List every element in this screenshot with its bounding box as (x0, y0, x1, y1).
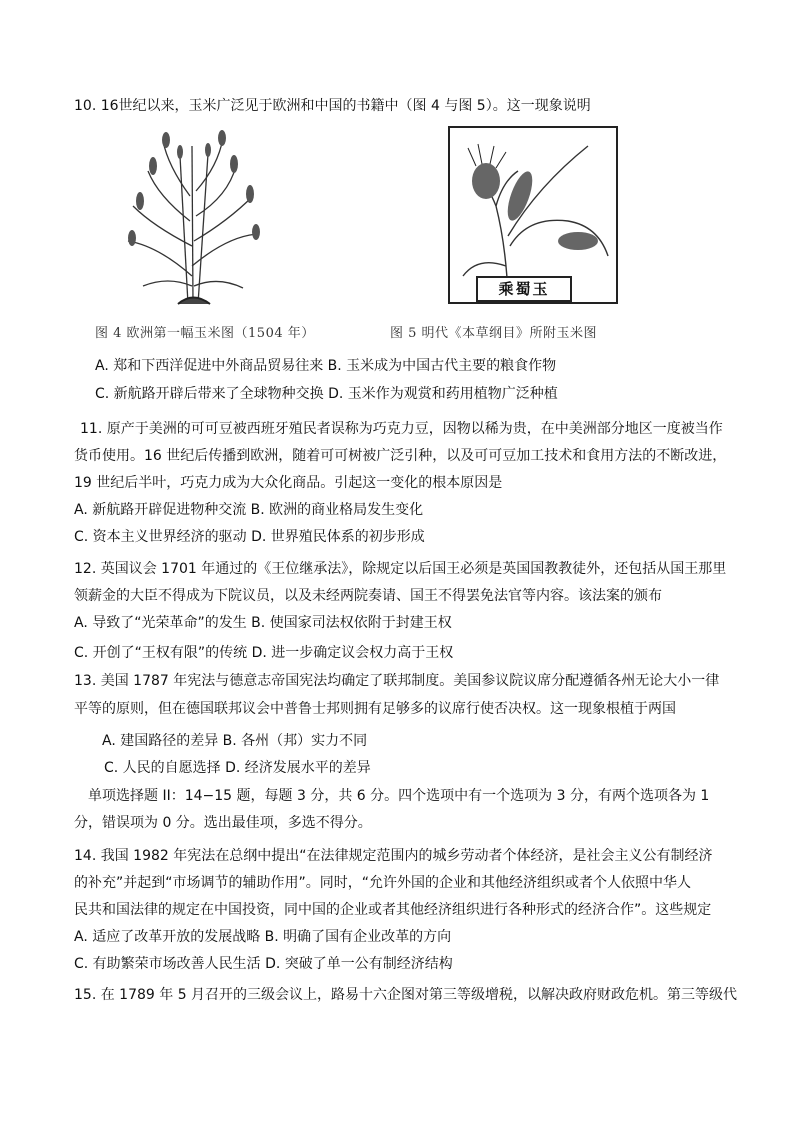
section-ii-instructions-line1: 单项选择题 II：14−15 题，每题 3 分，共 6 分。四个选项中有一个选项为 3 分，有两个选项各为 1 (88, 788, 710, 804)
q14-options-ab: A. 适应了改革开放的发展战略 B. 明确了国有企业改革的方向 (74, 929, 452, 945)
q14-stem-line2: 的补充”并起到“市场调节的辅助作用”。同时，“允许外国的企业和其他经济组织或者个人依照中华人 (74, 875, 692, 891)
q15-stem-line1: 15. 在 1789 年 5 月召开的三级会议上，路易十六企图对第三等级增税，以解决政府财政危机。第三等级代 (74, 987, 738, 1003)
q14-options-cd: C. 有助繁荣市场改善人民生活 D. 突破了单一公有制经济结构 (74, 956, 453, 972)
q12-stem-line1: 12. 英国议会 1701 年通过的《王位继承法》，除规定以后国王必须是英国国教教徒外，还包括从国王那里 (74, 561, 727, 577)
q10-options-cd: C. 新航路开辟后带来了全球物种交换 D. 玉米作为观赏和药用植物广泛种植 (95, 386, 558, 402)
figure-4-caption: 图 4 欧洲第一幅玉米图（1504 年） (95, 326, 315, 341)
q14-stem-line3: 民共和国法律的规定在中国投资，同中国的企业或者其他经济组织进行各种形式的经济合作”。这些规定 (74, 902, 712, 918)
q14-stem-line1: 14. 我国 1982 年宪法在总纲中提出“在法律规定范围内的城乡劳动者个体经济，是社会主义公有制经济 (74, 848, 713, 864)
figure-4-maize-illustration (118, 126, 268, 306)
q13-options-ab: A. 建国路径的差异 B. 各州（邦）实力不同 (102, 733, 368, 749)
section-ii-instructions-line2: 分，错误项为 0 分。选出最佳项，多选不得分。 (74, 815, 372, 831)
q11-stem-line3: 19 世纪后半叶，巧克力成为大众化商品。引起这一变化的根本原因是 (74, 475, 503, 491)
figure-5-caption: 图 5 明代《本草纲目》所附玉米图 (390, 326, 598, 341)
q12-options-ab: A. 导致了“光荣革命”的发生 B. 使国家司法权依附于封建王权 (74, 615, 452, 631)
q13-stem-line1: 13. 美国 1787 年宪法与德意志帝国宪法均确定了联邦制度。美国参议院议席分配遵循各州无论大小一律 (74, 673, 720, 689)
q12-options-cd: C. 开创了“王权有限”的传统 D. 进一步确定议会权力高于王权 (74, 645, 454, 661)
q10-stem: 10. 16世纪以来，玉米广泛见于欧洲和中国的书籍中（图 4 与图 5）。这一现象说明 (74, 98, 591, 114)
figure-5-title-stamp: 乘蜀玉 (476, 276, 572, 302)
q11-stem-line2: 货币使用。16 世纪后传播到欧洲，随着可可树被广泛引种，以及可可豆加工技术和食用方法的不断改进， (74, 448, 727, 464)
q13-options-cd: C. 人民的自愿选择 D. 经济发展水平的差异 (104, 760, 371, 776)
q11-stem-line1: 11. 原产于美洲的可可豆被西班牙殖民者误称为巧克力豆，因物以稀为贵，在中美洲部分地区一度被当作 (80, 421, 723, 437)
q11-options-cd: C. 资本主义世界经济的驱动 D. 世界殖民体系的初步形成 (74, 529, 425, 545)
q13-stem-line2: 平等的原则，但在德国联邦议会中普鲁士邦则拥有足够多的议席行使否决权。这一现象根植于两国 (74, 701, 676, 717)
q11-options-ab: A. 新航路开辟促进物种交流 B. 欧洲的商业格局发生变化 (74, 502, 424, 518)
q12-stem-line2: 领薪金的大臣不得成为下院议员，以及未经两院奏请、国王不得罢免法官等内容。该法案的颁布 (74, 588, 662, 604)
q10-options-ab: A. 郑和下西洋促进中外商品贸易往来 B. 玉米成为中国古代主要的粮食作物 (95, 358, 557, 374)
